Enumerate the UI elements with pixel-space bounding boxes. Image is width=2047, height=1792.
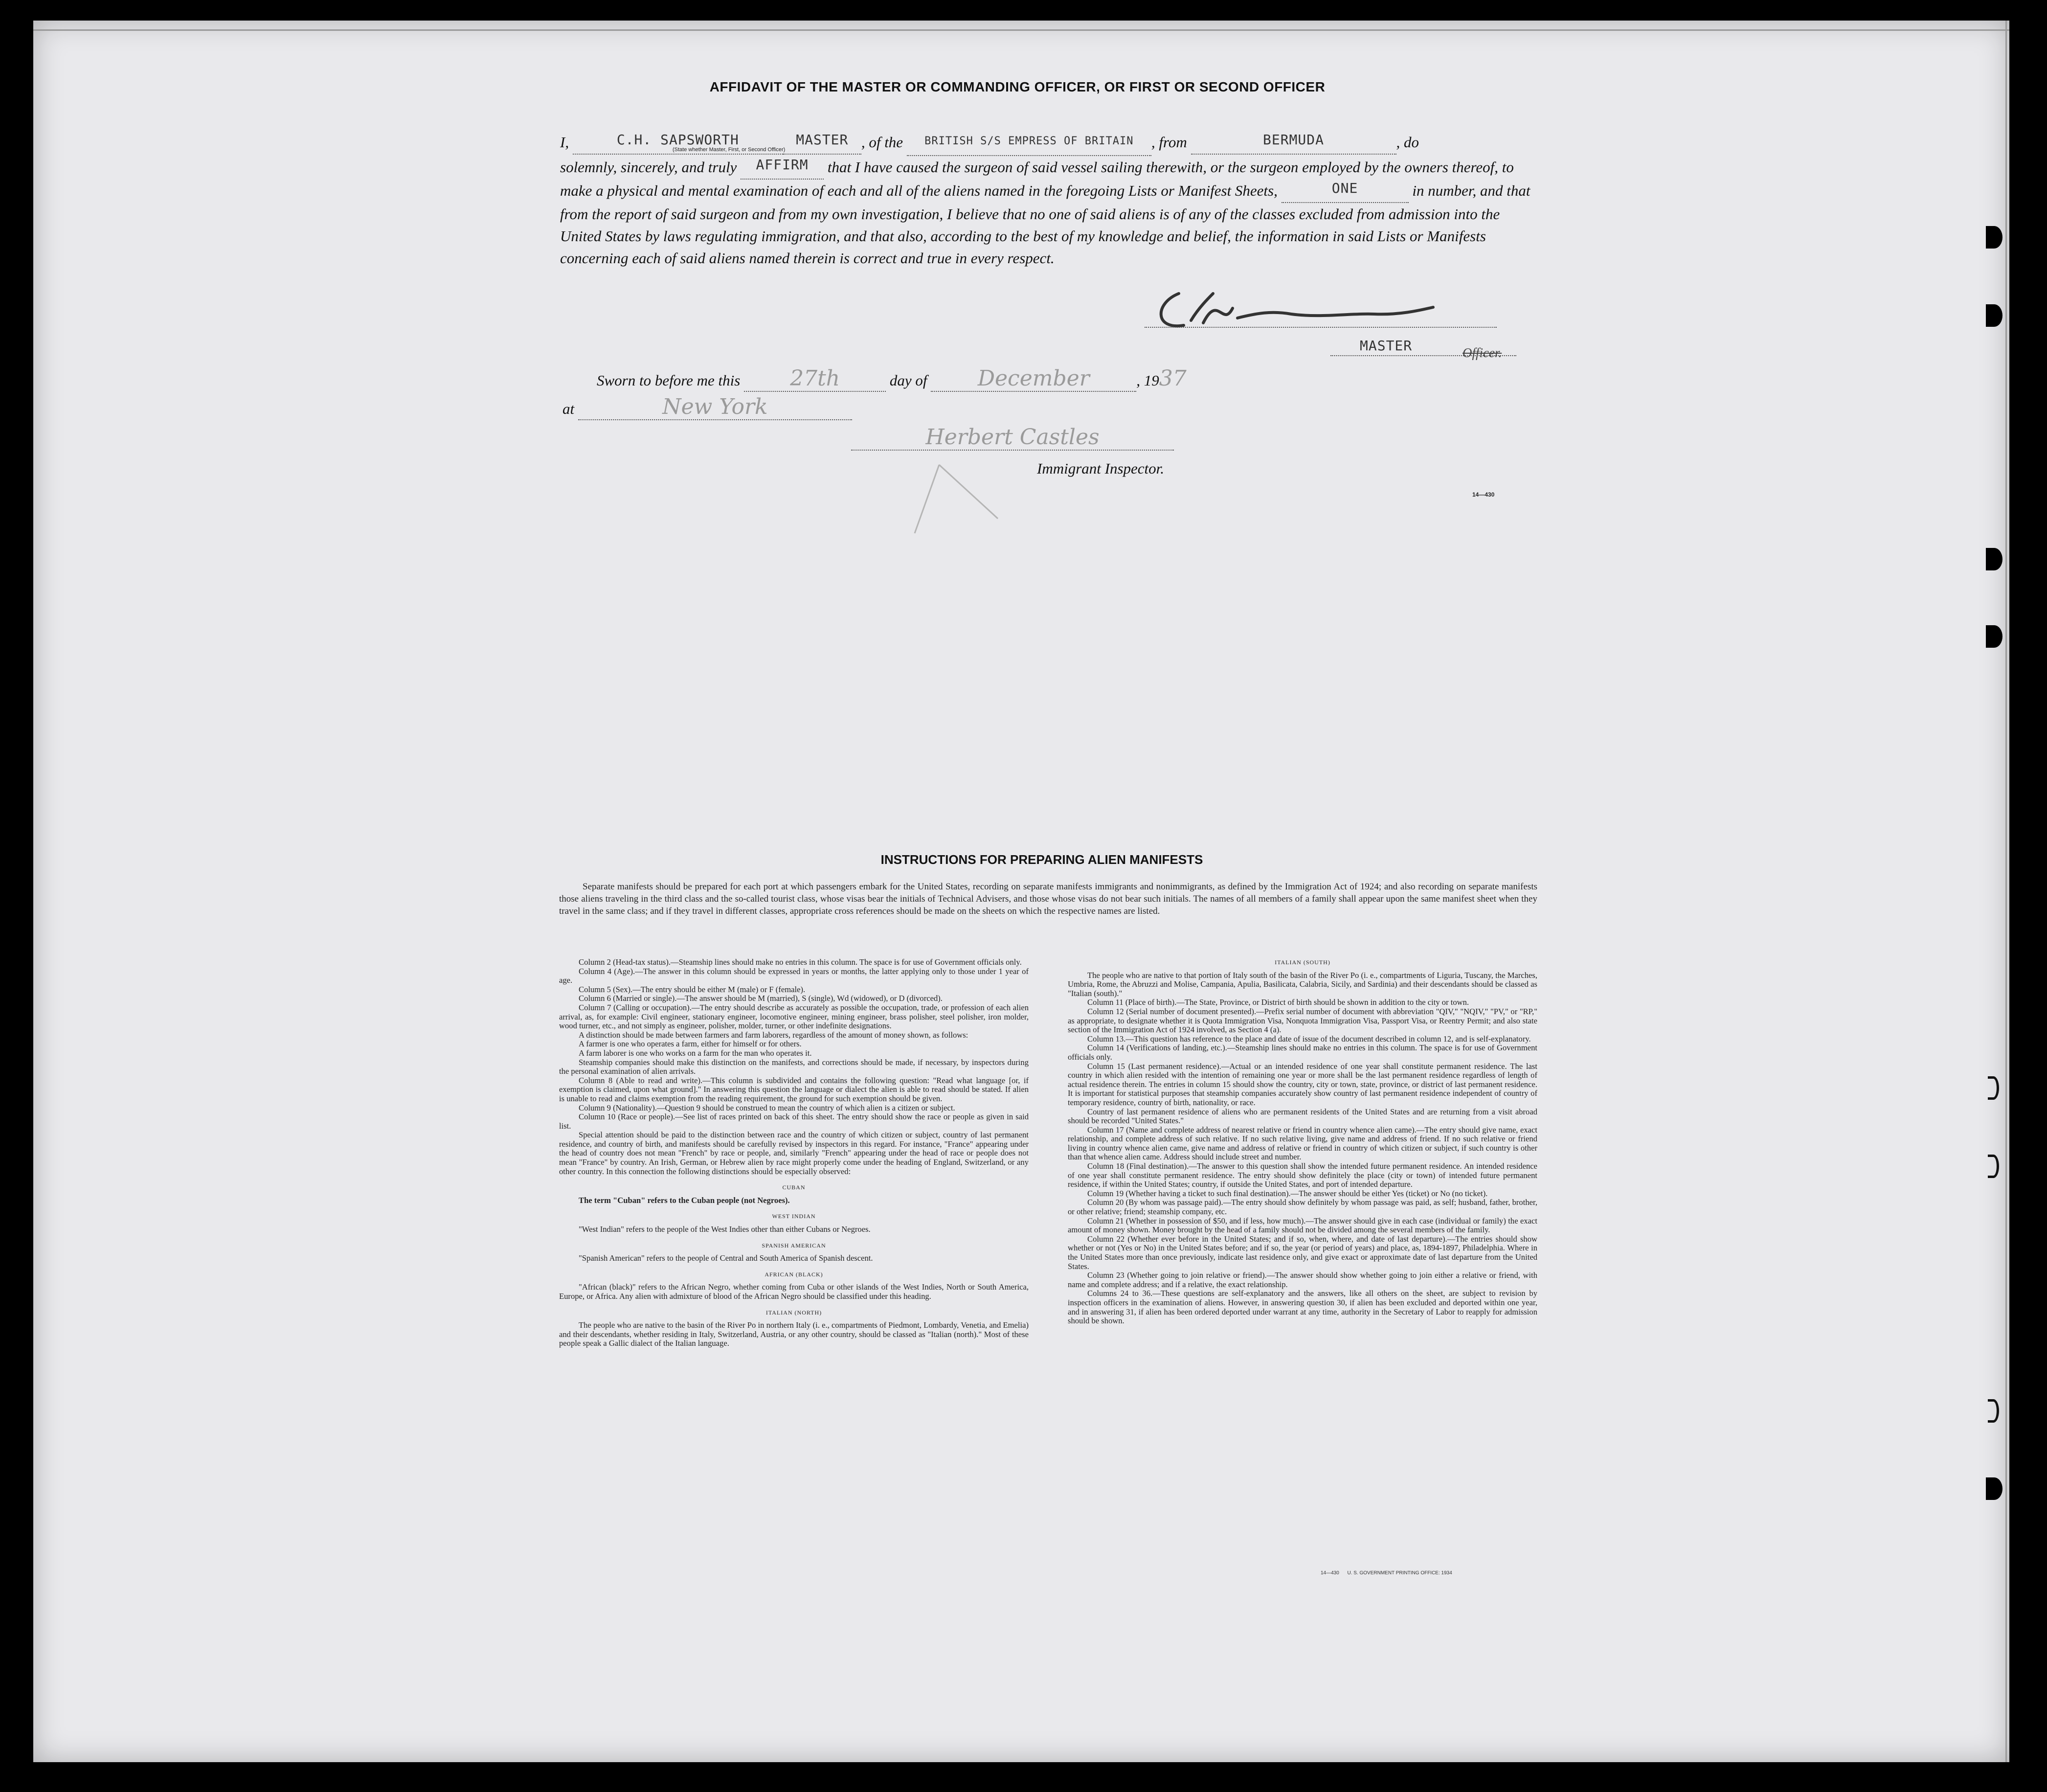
instruction-paragraph: The people who are native to that portion of Italy south of the basin of the River Po (i. e., compartments of Liguria, Tuscany, the Marches, Umbria, Rome, the Abruzzi and Molise, Campania, Apulia, Basilicata, Calabria, Sicily, and Sardinia) and their descendants should be classed as "Italian (south)." (1068, 970, 1537, 998)
aff-of-the: , of the (861, 134, 903, 151)
instruction-paragraph: Column 5 (Sex).—The entry should be either M (male) or F (female). (579, 984, 806, 994)
footer-form-number: 14—430 (1321, 1570, 1339, 1576)
instruction-paragraph: The term "Cuban" refers to the Cuban people (not Negroes). (579, 1195, 790, 1205)
instruction-paragraph: A distinction should be made between farmers and farm laborers, regardless of the amount of money shown, as follows: (579, 1030, 968, 1040)
affidavit-title: AFFIDAVIT OF THE MASTER OR COMMANDING OFFICER, OR FIRST OR SECOND OFFICER (709, 79, 1326, 94)
aff-solemnly: solemnly, sincerely, and truly (560, 159, 737, 176)
sworn-place-field (578, 394, 852, 420)
instruction-paragraph: A farmer is one who operates a farm, either for himself or for others. (579, 1039, 802, 1049)
instruction-paragraph: Column 22 (Whether ever before in the United States; and if so, when, where, and date of last departure).—The entries should show whether or not (Yes or No) in the United States before; and if so, the year (or period of years) and place, as, 1894-1897, Philadelphia. Where in the United States more than once previously, indicate last residence only, and give exact or approximate date of last departure from the United States. (1068, 1234, 1537, 1271)
heading-italian-north: ITALIAN (NORTH) (765, 1309, 822, 1316)
instructions-right-column (1068, 958, 1537, 1326)
heading-african: AFRICAN (BLACK) (765, 1270, 823, 1278)
instruction-paragraph: Column 23 (Whether going to join relative or friend).—The answer should show whether going to join either a relative or friend, with name and complete address; and if a relative, the exact relationship. (1068, 1270, 1537, 1289)
sworn-day-field (744, 366, 886, 392)
inspector-label: Immigrant Inspector. (1037, 460, 1165, 477)
page-footer (1321, 1570, 1452, 1576)
instruction-paragraph: The people who are native to the basin of the River Po in northern Italy (i. e., compartments of Piedmont, Lombardy, Venetia, and Emelia) and their descendants, whether residing in Italy, Switzerland, Austria, or any other country, should be classed as "Italian (north)." Most of these people speak a Gallic dialect of the Italian language. (559, 1320, 1029, 1348)
vessel-field (907, 131, 1151, 156)
instruction-paragraph: A farm laborer is one who works on a farm for the man who operates it. (579, 1048, 812, 1058)
master-title-value: MASTER (1360, 338, 1413, 354)
aff-body-a: that I have caused the surgeon of said vessel sailing therewith, or the surgeon employed by the owners thereof, to make a physical and mental examination of each and all of the aliens named in the foregoing Lists or Manifest Sheets, (560, 159, 1514, 199)
instruction-paragraph: Country of last permanent residence of aliens who are permanent residents of the United States and are returning from a visit abroad should be recorded "United States." (1068, 1107, 1537, 1126)
signature-line (1145, 327, 1497, 328)
instruction-paragraph: Column 10 (Race or people).—See list of races printed on back of this sheet. The entry should show the race or people as given in said list. (559, 1112, 1029, 1131)
vessel-value: BRITISH S/S EMPRESS OF BRITAIN (924, 135, 1134, 147)
instruction-paragraph: Special attention should be paid to the distinction between race and the country of which citizen or subject, country of last permanent residence, and country of birth, and manifests should be carefully revised by inspectors in this regard. For instance, "France" appearing under the head of country does not mean "French" by race or people, and, similarly "French" appearing under the head of race or people does not mean "France" by country. An Irish, German, or Hebrew alien by race might properly come under the heading of England, Switzerland, or any other country. In this connection the following distinctions should be especially observed: (559, 1130, 1029, 1176)
sworn-prefix: Sworn to before me this (597, 372, 741, 389)
punch-hole (1986, 226, 2002, 249)
sworn-day-value: 27th (790, 366, 840, 391)
punch-hole (1988, 1076, 1999, 1100)
punch-hole (1986, 304, 2002, 327)
sworn-line (597, 366, 1187, 392)
punch-hole (1986, 1477, 2002, 1500)
instruction-paragraph: Column 18 (Final destination).—The answer to this question shall show the intended future permanent residence. An intended residence of one year shall constitute permanent residence. The entry should show definitely the place (city or town) of intended future permanent residence, if within the United States; country, if outside the United States, and port of intended departure. (1068, 1161, 1537, 1189)
instruction-paragraph: Steamship companies should make this distinction on the manifests, and corrections should be made, if necessary, by inspectors during the personal examination of alien arrivals. (559, 1057, 1029, 1076)
instruction-paragraph: "Spanish American" refers to the people of Central and South America of Spanish descent. (579, 1253, 873, 1263)
instructions-left-column (559, 958, 1029, 1348)
instruction-paragraph: "African (black)" refers to the African Negro, whether coming from Cuba or other islands of the West Indies, North or South America, Europe, or Africa. Any alien with admixture of blood of the African Negro should be classified under this heading. (559, 1282, 1029, 1301)
rank-field (783, 131, 861, 155)
instruction-paragraph: Column 12 (Serial number of document presented).—Prefix serial number of document with abbreviation "QIV," "NQIV," "PV," or "RP," as appropriate, to designate whether it is Quota Immigration Visa, Nonquota Immigration Visa, Passport Visa, or Reentry Permit; and also state section of the Immigration Act of 1924 involved, as Section 4 (a). (1068, 1006, 1537, 1035)
instruction-paragraph: Column 9 (Nationality).—Question 9 should be construed to mean the country of which alien is a citizen or subject. (579, 1103, 955, 1112)
punch-hole (1988, 1155, 1999, 1178)
officer-word: Officer. (1462, 345, 1502, 360)
sheet-top-edge (33, 29, 2009, 31)
aff-body-b: in number, and that from the report of said surgeon and from my own investigation, I believe that no one of said aliens is of any of the classes excluded from admission into the United States by laws regulating immigration, and that also, according to the best of my knowledge and belief, the information in said Lists or Manifests concerning each of said aliens named therein is correct and true in every respect. (560, 182, 1530, 267)
inspector-signature-value: Herbert Castles (925, 425, 1100, 450)
heading-italian-south: ITALIAN (SOUTH) (1275, 959, 1330, 966)
aff-do: , do (1396, 134, 1419, 151)
rank-note: (State whether Master, First, or Second Officer) (673, 147, 786, 153)
sworn-year-prefix: , 19 (1136, 372, 1159, 389)
heading-spanish-american: SPANISH AMERICAN (762, 1242, 826, 1249)
instruction-paragraph: Column 2 (Head-tax status).—Steamship lines should make no entries in this column. The space is for use of Government officials only. (579, 957, 1022, 967)
affidavit-form-number: 14—430 (1472, 491, 1495, 498)
instruction-paragraph: Column 11 (Place of birth).—The State, Province, or District of birth should be shown in addition to the city or town. (1087, 998, 1469, 1007)
sworn-at: at (562, 400, 575, 417)
affirm-value: AFFIRM (756, 157, 809, 173)
sworn-month-field (931, 366, 1136, 392)
rank-value: MASTER (796, 132, 849, 148)
sworn-place-line (562, 394, 852, 420)
instruction-paragraph: Column 15 (Last permanent residence).—Actual or an intended residence of one year shall constitute permanent residence. The last country in which alien resided with the intention of remaining one year or more shall be the last permanent residence regardless of length of actual residence therein. The entries in column 15 should show the country, city or town, state, province, or district of last permanent residence. It is important for statistical purposes that steamship companies accurately show country of last permanent residence independent of country of temporary residence, country of birth, nationality, or race. (1068, 1061, 1537, 1107)
sworn-place-value: New York (662, 394, 768, 419)
footer-printer: U. S. GOVERNMENT PRINTING OFFICE: 1934 (1347, 1570, 1452, 1576)
instruction-paragraph: Column 4 (Age).—The answer in this column should be expressed in years or months, the latter applying only to those under 1 year of age. (559, 966, 1029, 985)
affirm-field (741, 156, 824, 180)
master-name-value: C.H. SAPSWORTH (616, 132, 739, 148)
punch-hole (1988, 1399, 1999, 1423)
instruction-paragraph: Column 6 (Married or single).—The answer should be M (married), S (single), Wd (widowed), or D (divorced). (579, 994, 943, 1003)
master-signature (1145, 284, 1448, 338)
instruction-paragraph: Column 21 (Whether in possession of $50, and if less, how much).—The answer should give in each case (individual or family) the exact amount of money shown. Money brought by the head of a family should not be divided among the several members of the family. (1068, 1216, 1537, 1235)
instruction-paragraph: Column 14 (Verifications of landing, etc.).—Steamship lines should make no entries in this column. The space is for use of Government officials only. (1068, 1043, 1537, 1062)
heading-west-indian: WEST INDIAN (772, 1213, 816, 1220)
instruction-paragraph: "West Indian" refers to the people of the West Indies other than either Cubans or Negroes. (579, 1225, 871, 1234)
instruction-paragraph: Column 13.—This question has reference to the place and date of issue of the document described in column 12, and is self-explanatory. (1087, 1034, 1531, 1043)
count-value: ONE (1331, 180, 1358, 196)
instruction-paragraph: Column 17 (Name and complete address of nearest relative or friend in country whence alien came).—The entry should give name, exact relationship, and complete address of such relative. If no such relative living, give name and address of friend. If no such relative or friend living in country whence alien came, give name and address of relative or friend in country of which citizen or subject, if such country is other than that whence alien came. Address should include street and number. (1068, 1125, 1537, 1162)
instruction-paragraph: Column 7 (Calling or occupation).—The entry should describe as accurately as possible the occupation, trade, or profession of each alien arrival, as, for example: Civil engineer, stationary engineer, locomotive engineer, mining engineer, brass polisher, steel polisher, iron molder, wood turner, etc., and not simply as engineer, polisher, molder, turner, or other indefinite designations. (559, 1002, 1029, 1031)
instructions-intro: Separate manifests should be prepared for each port at which passengers embark for the United States, recording on separate manifests immigrants and nonimmigrants, as defined by the Immigration Act of 1924; and also recording on separate manifests those aliens traveling in the third class and the so-called tourist class, whose visas bear the initials of Technical Advisers, and those whose visas do not bear such initials. The names of all members of a family shall appear upon the same manifest sheet when they travel in the same class; and if they travel in different classes, appropriate cross references should be made on the sheets on which the respective names are listed. (559, 882, 1537, 916)
inspector-signature-field (851, 425, 1174, 451)
instruction-paragraph: Column 8 (Able to read and write).—This column is subdivided and contains the following question: "Read what language [or, if exemption is claimed, upon what ground]." In answering this question the language or dialect the alien is able to read should be stated. If alien is unable to read and claims exemption from the reading requirement, the ground for such exemption should be given. (559, 1075, 1029, 1103)
heading-cuban: CUBAN (782, 1184, 806, 1191)
punch-hole (1986, 548, 2002, 570)
port-value: BERMUDA (1262, 132, 1324, 148)
aff-from: , from (1151, 134, 1187, 151)
sworn-month-value: December (977, 366, 1090, 391)
count-field (1282, 180, 1409, 203)
aff-i: I, (560, 134, 569, 151)
sworn-day-of: day of (889, 372, 927, 389)
instructions-title: INSTRUCTIONS FOR PREPARING ALIEN MANIFESTS (880, 852, 1203, 867)
pencil-mark (910, 460, 1008, 543)
punch-hole (1986, 625, 2002, 648)
instruction-paragraph: Column 20 (By whom was passage paid).—The entry should show definitely by whom passage was paid, as self; husband, father, brother, or other relative; friend; steamship company, etc. (1068, 1198, 1537, 1217)
port-field (1191, 131, 1396, 155)
instruction-paragraph: Column 19 (Whether having a ticket to such final destination).—The answer should be either Yes (ticket) or No (no ticket). (1087, 1188, 1488, 1198)
sheet-right-edge (2005, 21, 2007, 1762)
instruction-paragraph: Columns 24 to 36.—These questions are self-explanatory and the answers, like all others on the sheet, are subject to revision by inspection officers in the examination of aliens. However, in answering question 30, if alien has been excluded and deported within one year, and in answering 31, if alien has been ordered deported under warrant at any time, authority in the Secretary of Labor to reapply for admission should be shown. (1068, 1289, 1537, 1326)
sworn-year-value: 37 (1159, 366, 1187, 391)
